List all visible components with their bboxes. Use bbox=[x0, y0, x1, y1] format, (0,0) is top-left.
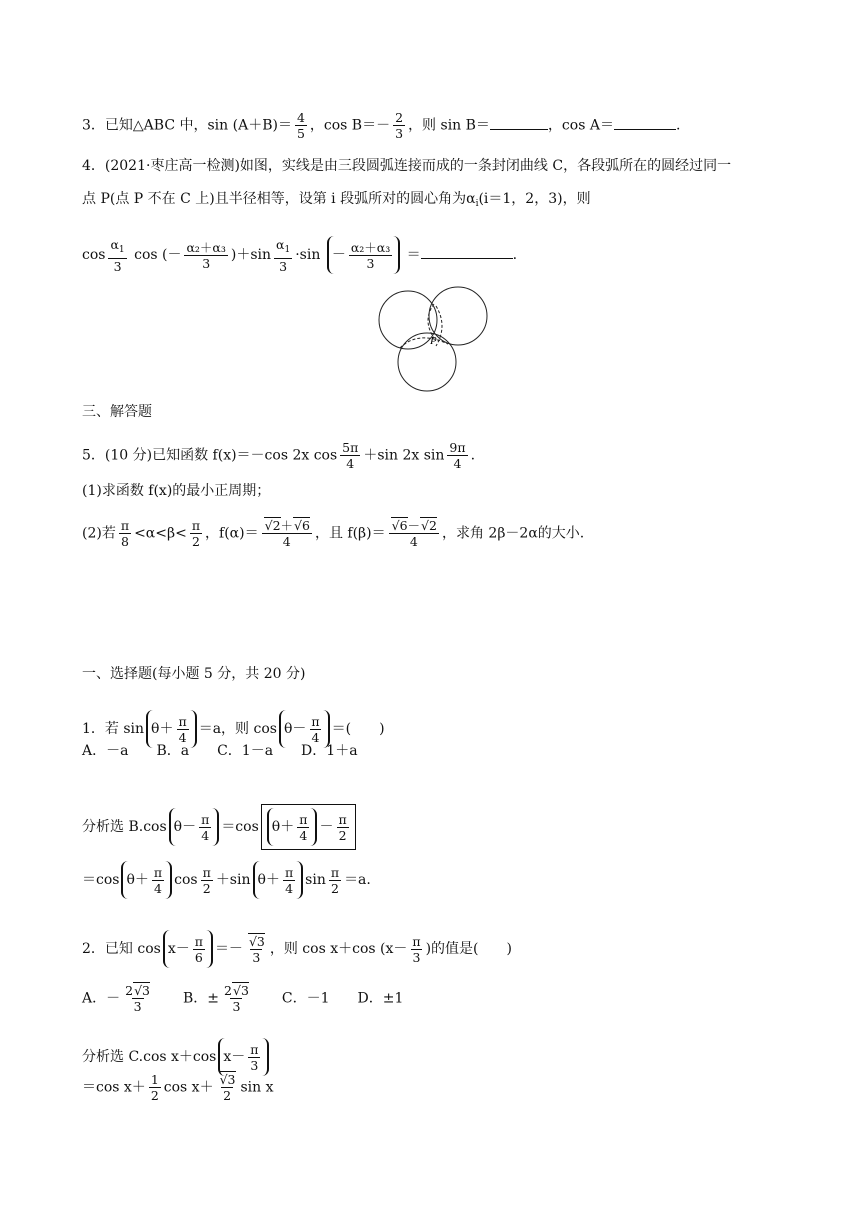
question-4-line2: 点 P(点 P 不在 C 上)且半径相等，设第 i 段弧所对的圆心角为$\alpha_i(i=1$，2，3)，则 bbox=[82, 191, 591, 209]
section-heading-answers: 三、解答题 bbox=[82, 404, 152, 420]
choice-2-analysis-line2: ＝cos x＋ $\frac{1}{2}$ cos x＋ √ $\frac{3}{2}$ sin x bbox=[82, 1072, 274, 1103]
question-3: 3．已知△ABC 中，sin (A＋B)＝ $\frac{4}{5}$ ，cos B＝－ $\frac{2}{3}$ ，则 sin B＝ ，cos A＝ . bbox=[82, 110, 681, 141]
choice-question-1: 1．若 sin θ＋ $\frac{\pi}{4}$ ＝a，则 cos θ－ $\frac{\pi}{4}$ ＝( ) bbox=[82, 710, 385, 748]
fraction-2-3: $\frac{2}{3}$ bbox=[395, 110, 404, 141]
question-4-expression: cos $\frac{\alpha_1}{3}$ cos (－ $\frac{\text{α₂＋α₃}}{3}$ )＋sin $\frac{\alpha_1}{3}$ ·sin － $\frac{\text{α₂＋α₃}}{3}$ ＝ . bbox=[82, 236, 518, 274]
question-5-part1: (1)求函数 f(x)的最小正周期； bbox=[82, 483, 271, 499]
three-circles-figure bbox=[376, 286, 492, 394]
choice-2-options: A．－ $\frac{2√ 3}{3}$ B．± $\frac{2√ 3}{3}$ C．－1 D．±1 bbox=[82, 983, 403, 1014]
choice-1-options: A．－a B．a C．1－a D．1＋a bbox=[82, 743, 358, 759]
choice-2-analysis: 分析选 C.cos x＋cos x－ $\frac{\pi}{3}$ bbox=[82, 1038, 271, 1076]
question-5: 5．(10 分)已知函数 f(x)＝－cos 2x cos $\frac{5\pi}{4}$ ＋sin 2x sin $\frac{9\pi}{4}$ . bbox=[82, 440, 476, 471]
answer-blank-q4[interactable] bbox=[421, 258, 513, 259]
choice-1-analysis-line2: ＝cos θ＋ $\frac{\pi}{4}$ cos $\frac{\pi}{2}$ ＋sin θ＋ $\frac{\pi}{4}$ sin $\frac{\pi}{2}$ ＝a. bbox=[82, 861, 371, 899]
choice-question-2: 2．已知 cos x－ $\frac{\pi}{6}$ ＝－ √ $\frac{3}{3}$ ，则 cos x＋cos (x－ $\frac{\pi}{3}$ )的值是( ) bbox=[82, 930, 512, 968]
answer-blank-sinb[interactable] bbox=[490, 129, 548, 130]
paren-group: － $\frac{\text{α₂＋α₃}}{3}$ bbox=[327, 236, 400, 274]
fraction-4-5: $\frac{4}{5}$ bbox=[296, 110, 305, 141]
section-heading-choice: 一、选择题(每小题 5 分，共 20 分) bbox=[82, 666, 306, 682]
question-5-part2: (2)若 $\frac{\pi}{8}$ <α<β< $\frac{\pi}{2}$ ，f(α)＝ √ $\frac{2+√ 6}{4}$ ，且 f(β)＝ √ $\frac{6-√ 2}{4}$ ，求角 2β－2α的大小. bbox=[82, 518, 584, 549]
question-4-line1: 4．(2021·枣庄高一检测)如图，实线是由三段圆弧连接而成的一条封闭曲线 C，各段弧所在的圆经过同一 bbox=[82, 158, 732, 174]
choice-1-analysis: 分析选 B.cos θ－ $\frac{\pi}{4}$ ＝cos θ＋ $\frac{\pi}{4}$ － $\frac{\pi}{2}$ bbox=[82, 804, 358, 850]
circle-right bbox=[429, 287, 487, 345]
answer-blank-cosa[interactable] bbox=[614, 129, 676, 130]
point-p-label: P bbox=[430, 335, 437, 347]
